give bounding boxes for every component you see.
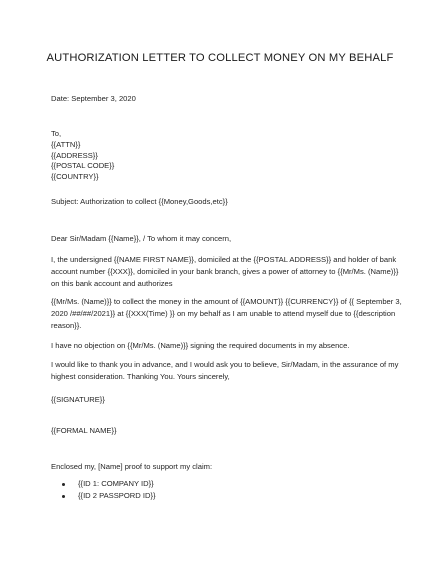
paragraph-1-line-2: account number {{XXX}}, domiciled in your bank branch, gives a power of attorney to {{Mr/Ms. (Name)}}	[51, 267, 399, 276]
enclosed-statement: Enclosed my, [Name] proof to support my claim:	[51, 462, 213, 471]
address-line-country: {{COUNTRY}}	[51, 172, 99, 181]
paragraph-4-line-1: I would like to thank you in advance, and I would ask you to believe, Sir/Madam, in the assurance of my	[51, 360, 399, 369]
paragraph-2-line-1: {{Mr/Ms. (Name)}} to collect the money in the amount of {{AMOUNT}} {{CURRENCY}} of {{ September 3,	[51, 297, 402, 306]
paragraph-2-line-2: 2020 /##/##/2021}} at {{XXX(Time) }} on my behalf as I am unable to attend myself due to {{description	[51, 309, 396, 318]
letter-salutation: Dear Sir/Madam {{Name}}, / To whom it may concern,	[51, 234, 232, 243]
paragraph-1-line-3: on this bank account and authorizes	[51, 279, 173, 288]
formal-name-placeholder: {{FORMAL NAME}}	[51, 426, 117, 435]
paragraph-1-line-1: I, the undersigned {{NAME FIRST NAME}}, domiciled at the {{POSTAL ADDRESS}} and holder of bank	[51, 255, 397, 264]
bullet-dot	[62, 495, 65, 498]
paragraph-4-line-2: highest consideration. Thanking You. Yours sincerely,	[51, 372, 230, 381]
address-line-to: To,	[51, 129, 62, 138]
address-line-postal-code: {{POSTAL CODE}}	[51, 161, 115, 170]
letter-title: AUTHORIZATION LETTER TO COLLECT MONEY ON MY BEHALF	[46, 52, 394, 64]
paragraph-3: I have no objection on {{Mr/Ms. (Name)}} signing the required documents in my absence.	[51, 341, 350, 350]
address-line-address: {{ADDRESS}}	[51, 151, 98, 160]
paragraph-2-line-3: reason}}.	[51, 321, 82, 330]
bullet-dot	[62, 483, 65, 486]
letter-subject: Subject: Authorization to collect {{Money,Goods,etc}}	[51, 197, 228, 206]
address-line-attn: {{ATTN}}	[51, 140, 81, 149]
enclosure-item-passport-id: {{ID 2 PASSPORD ID}}	[78, 491, 156, 500]
signature-placeholder: {{SIGNATURE}}	[51, 395, 105, 404]
enclosure-item-company-id: {{ID 1: COMPANY ID}}	[78, 479, 154, 488]
letter-date: Date: September 3, 2020	[51, 94, 136, 103]
